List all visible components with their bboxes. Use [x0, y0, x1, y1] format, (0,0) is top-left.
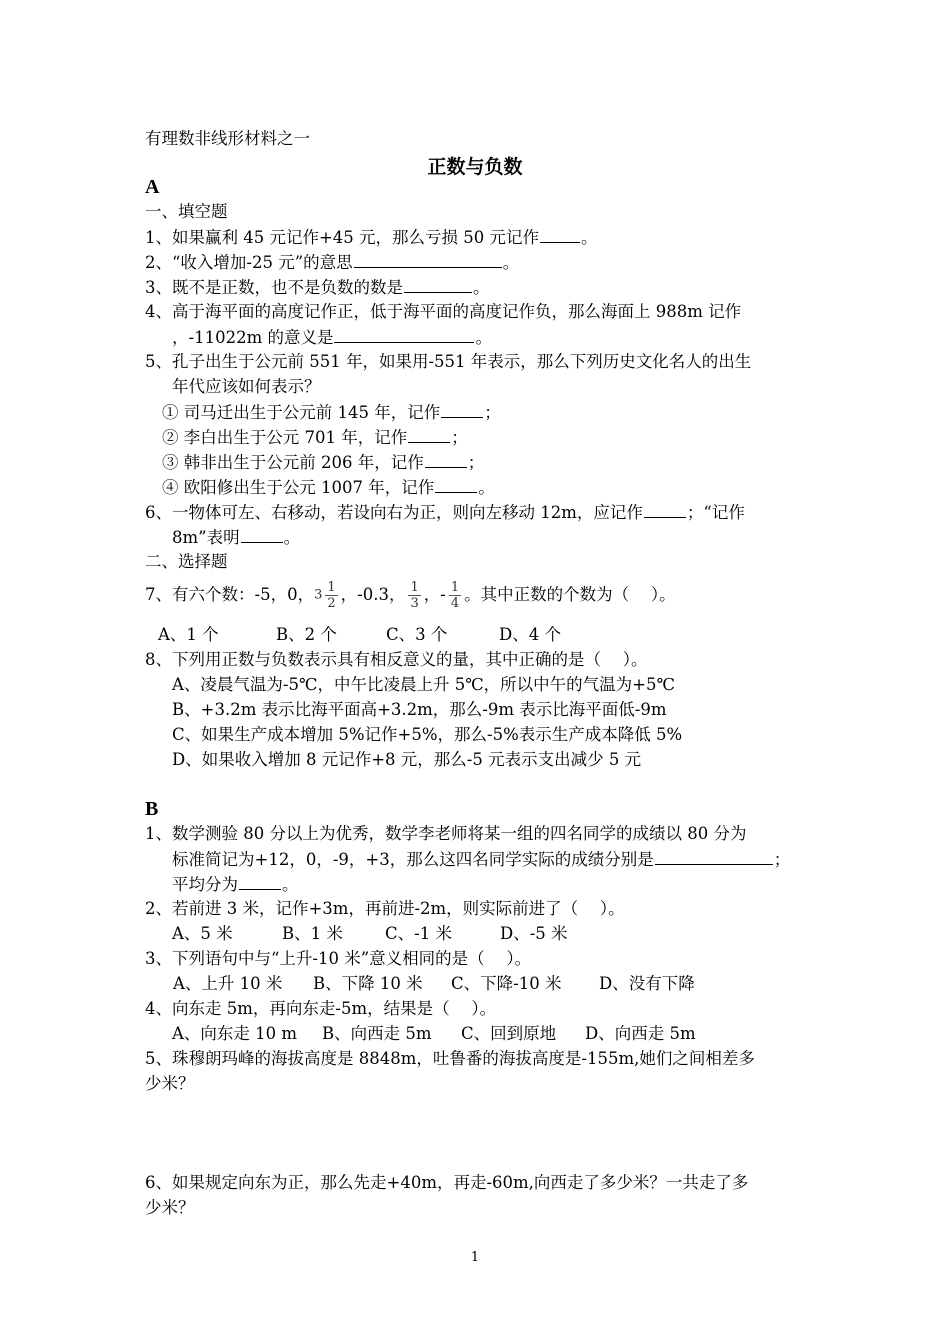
question-a1: 1、如果赢利 45 元记作+45 元，那么亏损 50 元记作 。	[145, 228, 598, 247]
answer-blank[interactable]	[425, 451, 467, 468]
question-a2: 2、“收入增加-25 元”的意思 。	[145, 253, 520, 272]
answer-blank[interactable]	[540, 226, 580, 243]
option-d[interactable]: D、向西走 5m	[585, 1024, 696, 1043]
answer-blank[interactable]	[354, 251, 502, 268]
question-a6-line1: 6、一物体可左、右移动，若设向右为正，则向左移动 12m，应记作 ；“记作	[145, 503, 745, 522]
option-c[interactable]: C、-1 米	[385, 924, 452, 943]
option-b[interactable]: B、下降 10 米	[313, 974, 423, 993]
question-a5-item2: ② 李白出生于公元 701 年，记作 ；	[162, 428, 468, 447]
question-a3: 3、既不是正数，也不是负数的数是 。	[145, 278, 490, 297]
answer-blank[interactable]	[239, 873, 281, 890]
question-a5-line1: 5、孔子出生于公元前 551 年，如果用-551 年表示，那么下列历史文化名人的出生	[145, 352, 752, 371]
option-a[interactable]: A、1 个	[158, 625, 219, 644]
question-a5-item3: ③ 韩非出生于公元前 206 年，记作 ；	[162, 453, 485, 472]
question-b6-line1: 6、如果规定向东为正，那么先走+40m，再走-60m,向西走了多少米？一共走了多	[145, 1173, 749, 1192]
question-a7: 7、有六个数：-5，0，3 $\frac{1}{2}$ ，-0.3， $\frac{1}{3}$ ，- $\frac{1}{4}$ 。其中正数的个数为（ ）。	[145, 580, 676, 611]
question-a6-line2: 8m”表明 。	[172, 528, 301, 547]
question-b1-line1: 1、数学测验 80 分以上为优秀，数学李老师将某一组的四名同学的成绩以 80 分为	[145, 824, 747, 843]
question-a5-item1: ① 司马迁出生于公元前 145 年，记作 ；	[162, 403, 501, 422]
option-a[interactable]: A、5 米	[172, 924, 233, 943]
answer-blank[interactable]	[241, 526, 283, 543]
option-b[interactable]: B、1 米	[282, 924, 343, 943]
question-b5-line1: 5、珠穆朗玛峰的海拔高度是 8848m，吐鲁番的海拔高度是-155m,她们之间相差多	[145, 1049, 755, 1068]
question-a4-line1: 4、高于海平面的高度记作正，低于海平面的高度记作负，那么海面上 988m 记作	[145, 302, 742, 321]
question-b1-line2: 标准简记为+12，0，-9，+3，那么这四名同学实际的成绩分别是 ；	[172, 850, 791, 869]
answer-blank[interactable]	[644, 501, 686, 518]
question-a7-options	[158, 624, 561, 646]
answer-blank[interactable]	[408, 426, 450, 443]
fraction-one-quarter: $\frac{1}{4}$	[450, 580, 460, 611]
question-b3: 3、下列语句中与“上升-10 米”意义相同的是（ ）。	[145, 949, 532, 968]
option-a[interactable]: A、凌晨气温为-5℃，中午比凌晨上升 5℃，所以中午的气温为+5℃	[172, 675, 675, 694]
option-a[interactable]: A、上升 10 米	[173, 974, 283, 993]
question-a5-line2: 年代应该如何表示？	[172, 377, 321, 396]
mixed-number-whole: 3	[314, 587, 323, 603]
part2-title: 二、选择题	[145, 552, 228, 571]
option-d[interactable]: D、没有下降	[599, 974, 695, 993]
option-c[interactable]: C、下降-10 米	[451, 974, 562, 993]
question-b4-options	[172, 1023, 696, 1045]
answer-blank[interactable]	[404, 276, 472, 293]
material-label: 有理数非线形材料之一	[145, 129, 310, 148]
option-d[interactable]: D、如果收入增加 8 元记作+8 元，那么-5 元表示支出减少 5 元	[172, 750, 642, 769]
question-a5-item4: ④ 欧阳修出生于公元 1007 年，记作 。	[162, 478, 495, 497]
page-number: 1	[470, 1250, 480, 1265]
option-c[interactable]: C、3 个	[386, 625, 448, 644]
fraction-one-third: $\frac{1}{3}$	[410, 580, 419, 611]
question-b5-line2: 少米？	[145, 1074, 195, 1093]
page-title: 正数与负数	[427, 156, 523, 178]
option-b[interactable]: B、2 个	[276, 625, 337, 644]
question-a8: 8、下列用正数与负数表示具有相反意义的量，其中正确的是（ ）。	[145, 650, 648, 669]
option-b[interactable]: B、向西走 5m	[322, 1024, 432, 1043]
question-b1-line3: 平均分为 。	[172, 875, 299, 894]
question-b2-options	[172, 923, 568, 945]
answer-blank[interactable]	[435, 476, 477, 493]
section-a-label: A	[145, 176, 160, 198]
option-c[interactable]: C、如果生产成本增加 5%记作+5%，那么-5%表示生产成本降低 5%	[172, 725, 683, 744]
answer-blank[interactable]	[655, 848, 773, 865]
question-b3-options	[173, 973, 695, 995]
part1-title: 一、填空题	[145, 202, 228, 221]
option-d[interactable]: D、4 个	[499, 625, 561, 644]
option-c[interactable]: C、回到原地	[461, 1024, 557, 1043]
option-b[interactable]: B、+3.2m 表示比海平面高+3.2m，那么-9m 表示比海平面低-9m	[172, 700, 667, 719]
question-a4-line2: ，-11022m 的意义是 。	[172, 328, 492, 347]
section-b-label: B	[145, 798, 159, 820]
question-b6-line2: 少米？	[145, 1198, 195, 1217]
answer-blank[interactable]	[441, 401, 483, 418]
question-b2: 2、若前进 3 米，记作+3m，再前进-2m，则实际前进了（ ）。	[145, 899, 625, 918]
option-a[interactable]: A、向东走 10 m	[172, 1024, 298, 1043]
question-b4: 4、向东走 5m，再向东走-5m，结果是（ ）。	[145, 999, 497, 1018]
fraction-one-half: $\frac{1}{2}$	[327, 580, 336, 611]
answer-blank[interactable]	[334, 326, 474, 343]
option-d[interactable]: D、-5 米	[500, 924, 568, 943]
